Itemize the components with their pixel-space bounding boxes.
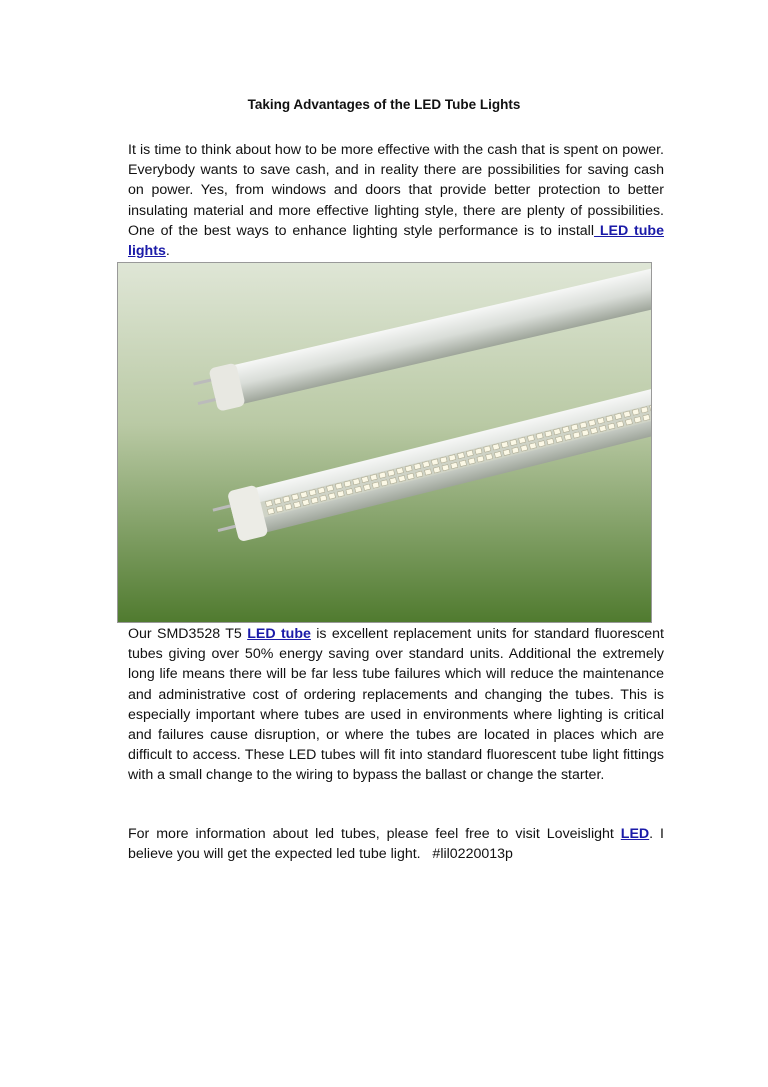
led-chip — [405, 465, 412, 471]
led-chip — [486, 454, 493, 460]
led-chip — [503, 449, 510, 455]
led-tube-lights-photo — [117, 262, 652, 623]
paragraph-more-info — [116, 824, 668, 864]
led-chip — [327, 485, 334, 491]
led-chip — [475, 448, 482, 454]
paragraph-text: Our SMD3528 T5 — [128, 626, 248, 642]
led-chip — [634, 417, 641, 423]
paragraph-text: . I believe you will get the expected led tube light. #lil0220013p — [128, 826, 668, 863]
led-chip — [536, 433, 543, 439]
led-chip — [361, 476, 368, 482]
led-chip — [292, 494, 299, 500]
led-chip — [388, 470, 395, 476]
led-chip — [355, 486, 362, 492]
led-chip — [328, 493, 335, 499]
paragraph-product — [116, 624, 664, 786]
led-chip — [320, 495, 327, 501]
led-chip — [590, 428, 597, 434]
led-chip — [484, 446, 491, 452]
led-chip — [267, 508, 274, 514]
led-chip — [433, 467, 440, 473]
led-chip — [285, 504, 292, 510]
led-chip — [556, 436, 563, 442]
led-chip — [300, 492, 307, 498]
led-chip — [353, 479, 360, 485]
led-chip — [545, 431, 552, 437]
led-chip — [318, 487, 325, 493]
led-chip — [547, 438, 554, 444]
led-chip — [458, 452, 465, 458]
led-tube-link[interactable]: LED tube — [247, 626, 311, 642]
led-chip — [582, 430, 589, 436]
led-chip — [416, 471, 423, 477]
led-chip — [370, 474, 377, 480]
led-chip — [337, 491, 344, 497]
led-tube-lights-link[interactable]: LED tube lights — [128, 222, 664, 260]
led-chip — [606, 415, 613, 421]
led-chip — [302, 499, 309, 505]
led-chip — [265, 500, 272, 506]
led-tube-icon — [118, 263, 652, 623]
led-chip — [573, 432, 580, 438]
led-chip — [615, 413, 622, 419]
led-chip — [390, 478, 397, 484]
led-link[interactable]: LED — [620, 826, 650, 842]
led-chip — [372, 482, 379, 488]
led-chip — [442, 465, 449, 471]
led-chip — [597, 418, 604, 424]
led-chip — [335, 483, 342, 489]
paragraph-intro — [116, 140, 664, 261]
led-chip — [451, 462, 458, 468]
led-chip — [641, 407, 648, 413]
paragraph-text: is excellent replacement units for standard fluorescent tubes giving over 50% energy saving over standard units. Additional the extremely long life means there will be far less tube failures which will reduce the maintenance and administrative cost of ordering replacements and changing the tubes. This is especially important where tubes are used in environments where lighting is critical and failures cause disruption, or where the tubes are located in places which are difficult to access. These LED tubes will fit into standard fluorescent tube light fittings with a small change to the wiring to bypass the ballast or change the starter. — [128, 626, 664, 784]
led-chip — [538, 441, 545, 447]
led-chip — [283, 496, 290, 502]
led-chip — [632, 409, 639, 415]
led-chip — [423, 461, 430, 467]
led-chip — [440, 457, 447, 463]
led-chip — [562, 426, 569, 432]
led-chip — [623, 411, 630, 417]
led-chip — [580, 422, 587, 428]
led-chip — [449, 455, 456, 461]
led-chip — [414, 463, 421, 469]
led-chip — [608, 423, 615, 429]
led-chip — [344, 481, 351, 487]
led-chip — [363, 484, 370, 490]
led-chip — [407, 473, 414, 479]
led-chip — [643, 414, 650, 420]
led-chip — [512, 447, 519, 453]
led-chip — [346, 488, 353, 494]
led-chip — [527, 435, 534, 441]
led-chip — [398, 475, 405, 481]
led-chip — [589, 420, 596, 426]
document-title: Taking Advantages of the LED Tube Lights — [247, 97, 521, 112]
led-chip — [477, 456, 484, 462]
led-chip — [625, 419, 632, 425]
led-chip — [276, 506, 283, 512]
led-chip — [309, 489, 316, 495]
led-chip — [521, 445, 528, 451]
paragraph-text: For more information about led tubes, please feel free to visit Loveislight — [128, 826, 621, 842]
led-chip — [396, 468, 403, 474]
led-chip — [617, 421, 624, 427]
led-chip — [501, 442, 508, 448]
led-chip — [311, 497, 318, 503]
led-chip — [381, 480, 388, 486]
led-chip — [519, 437, 526, 443]
led-chip — [294, 502, 301, 508]
led-chip — [571, 424, 578, 430]
led-chip — [425, 469, 432, 475]
led-chip — [431, 459, 438, 465]
led-chip — [379, 472, 386, 478]
led-chip — [466, 450, 473, 456]
led-chip — [554, 428, 561, 434]
paragraph-end: . — [165, 243, 170, 260]
led-chip — [459, 460, 466, 466]
led-chip — [494, 451, 501, 457]
paragraph-text: It is time to think about how to be more effective with the cash that is spent on power. Everybody wants to save cash, and in reality there are possibilities for saving cash on power. Yes, from windows and doors that provide better protection to better insulating material and more effective lighting style, there are plenty of possibilities. One of the best ways to enhance lighting style performance is to install — [128, 142, 664, 239]
led-chip — [468, 458, 475, 464]
led-chip — [599, 425, 606, 431]
led-chip — [274, 498, 281, 504]
led-chip — [492, 444, 499, 450]
led-chip — [510, 439, 517, 445]
led-chip — [529, 443, 536, 449]
led-chip — [564, 434, 571, 440]
